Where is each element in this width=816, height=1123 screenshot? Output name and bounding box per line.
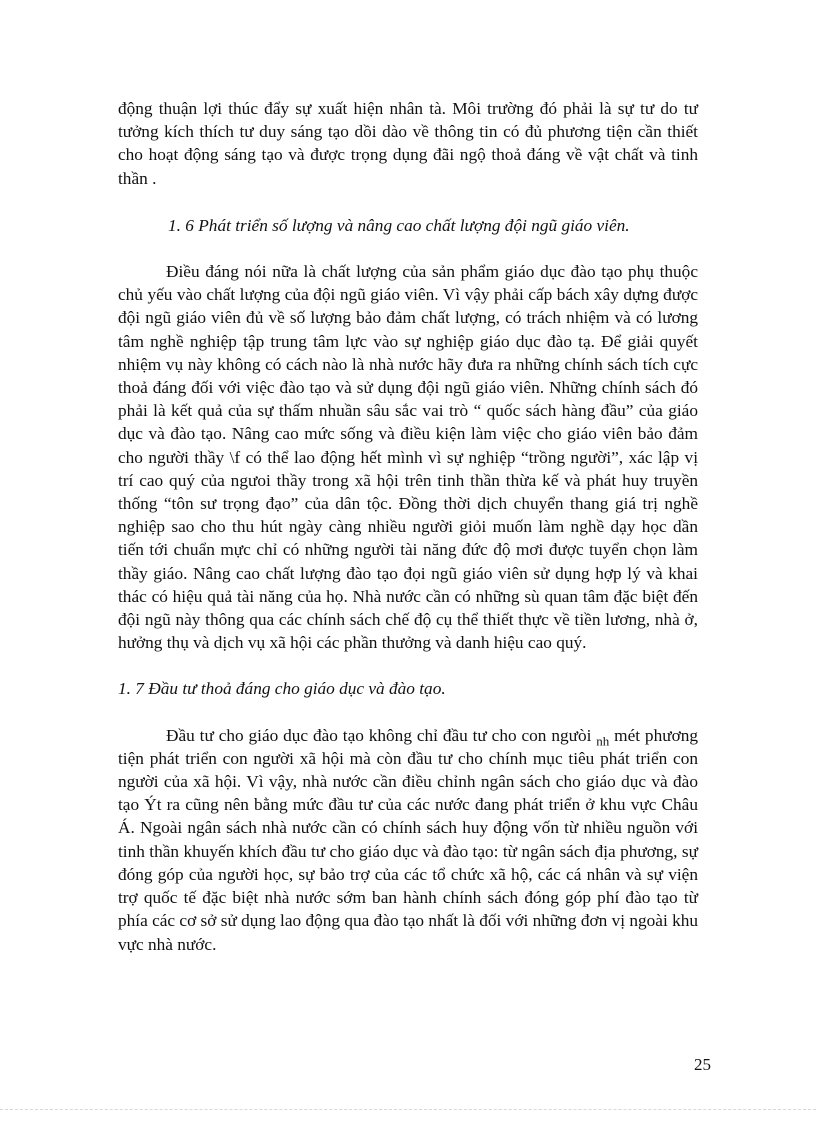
paragraph-1-7-subscript: nh bbox=[596, 733, 610, 749]
paragraph-1-6: Điều đáng nói nữa là chất lượng của sản phẩm giáo dục đào tạo phụ thuộc chủ yếu vào chất lượng của đội ngũ giáo viên. Vì vậy phải cấp bách xây dựng được đội ngũ giáo viên đủ về số lượng bảo đảm chất lượng, có trách nhiệm và có lương tâm nghề nghiệp tập trung tâm lực vào sự nghiệp giáo dục đào tạ. Để giải quyết nhiệm vụ này không có cách nào là nhà nước hãy đưa ra những chính sách tích cực thoả đáng đối với việc đào tạo và sử dụng đội ngũ giáo viên. Những chính sách đó phải là kết quả của sự thấm nhuần sâu sắc vai trò “ quốc sách hàng đầu” của giáo dục và đào tạo. Nâng cao mức sống và điều kiện làm việc cho giáo viên bảo đảm cho người thầy \f có thể lao động hết mình vì sự nghiệp “trồng người”, xác lập vị trí cao quý của ngưoi thầy trong xã hội trên tinh thần thừa kế và phát huy truyền thống “tôn sư trọng đạo” của dân tộc. Đồng thời dịch chuyển thang giá trị nghề nghiệp sao cho thu hút ngày càng nhiều người giỏi muốn làm nghề dạy học dần tiến tới chuẩn mực chỉ có những người tài năng đức độ mơi được tuyển chọn làm thầy giáo. Nâng cao chất lượng đào tạo đọi ngũ giáo viên sử dụng hợp lý và khai thác có hiệu quả tài năng của họ. Nhà nước cần có những sù quan tâm đặc biệt đến đội ngũ này thông qua các chính sách chế độ cụ thể thiết thực về tiền lương, nhà ở, hưởng thụ và dịch vụ xã hội các phần thưởng và danh hiệu cao quý. bbox=[118, 262, 698, 653]
section-heading-1-6: 1. 6 Phát triển số lượng và nâng cao chất lượng đội ngũ giáo viên. bbox=[168, 215, 630, 235]
paragraph-1-7 bbox=[118, 724, 698, 956]
document-page bbox=[118, 97, 698, 956]
paragraph-1-7-part-b: mét phương tiện phát triển con người xã hội mà còn đầu tư cho chính mục tiêu phát triển con người của xã hội. Vì vậy, nhà nước cần điều chỉnh ngân sách cho giáo dục và đào tạo Ýt ra cũng nên bằng mức đầu tư của các nước đang phát triển ở khu vực Châu Á. Ngoài ngân sách nhà nước cần có chính sách huy động vốn từ nhiều nguồn với tinh thần khuyến khích đầu tư cho giáo dục và đào tạo: từ ngân sách địa phương, sự đóng góp của người học, sự bảo trợ của các tổ chức xã hộ, các cá nhân và sự viện trợ quốc tế đặc biệt nhà nước sớm ban hành chính sách đóng góp phí đào tạo từ phía các cơ sở sử dụng lao động qua đào tạo nhất là đối với những đơn vị ngoài khu vực nhà nước. bbox=[118, 725, 699, 954]
section-heading-1-7: 1. 7 Đầu tư thoả đáng cho giáo dục và đào tạo. bbox=[118, 679, 446, 699]
page-bottom-divider bbox=[0, 1109, 816, 1110]
paragraph-intro: động thuận lợi thúc đẩy sự xuất hiện nhân tà. Môi trường đó phải là sự tư do tư tưởng kích thích tư duy sáng tạo dồi dào về thông tin có đủ phương tiện cần thiết cho hoạt động sáng tạo và được trọng dụng đãi ngộ thoả đáng về vật chất và tinh thần . bbox=[118, 99, 698, 188]
paragraph-1-7-part-a: Đầu tư cho giáo dục đào tạo không chỉ đầu tư cho con ngưòi bbox=[166, 725, 597, 745]
page-number: 25 bbox=[694, 1055, 711, 1074]
